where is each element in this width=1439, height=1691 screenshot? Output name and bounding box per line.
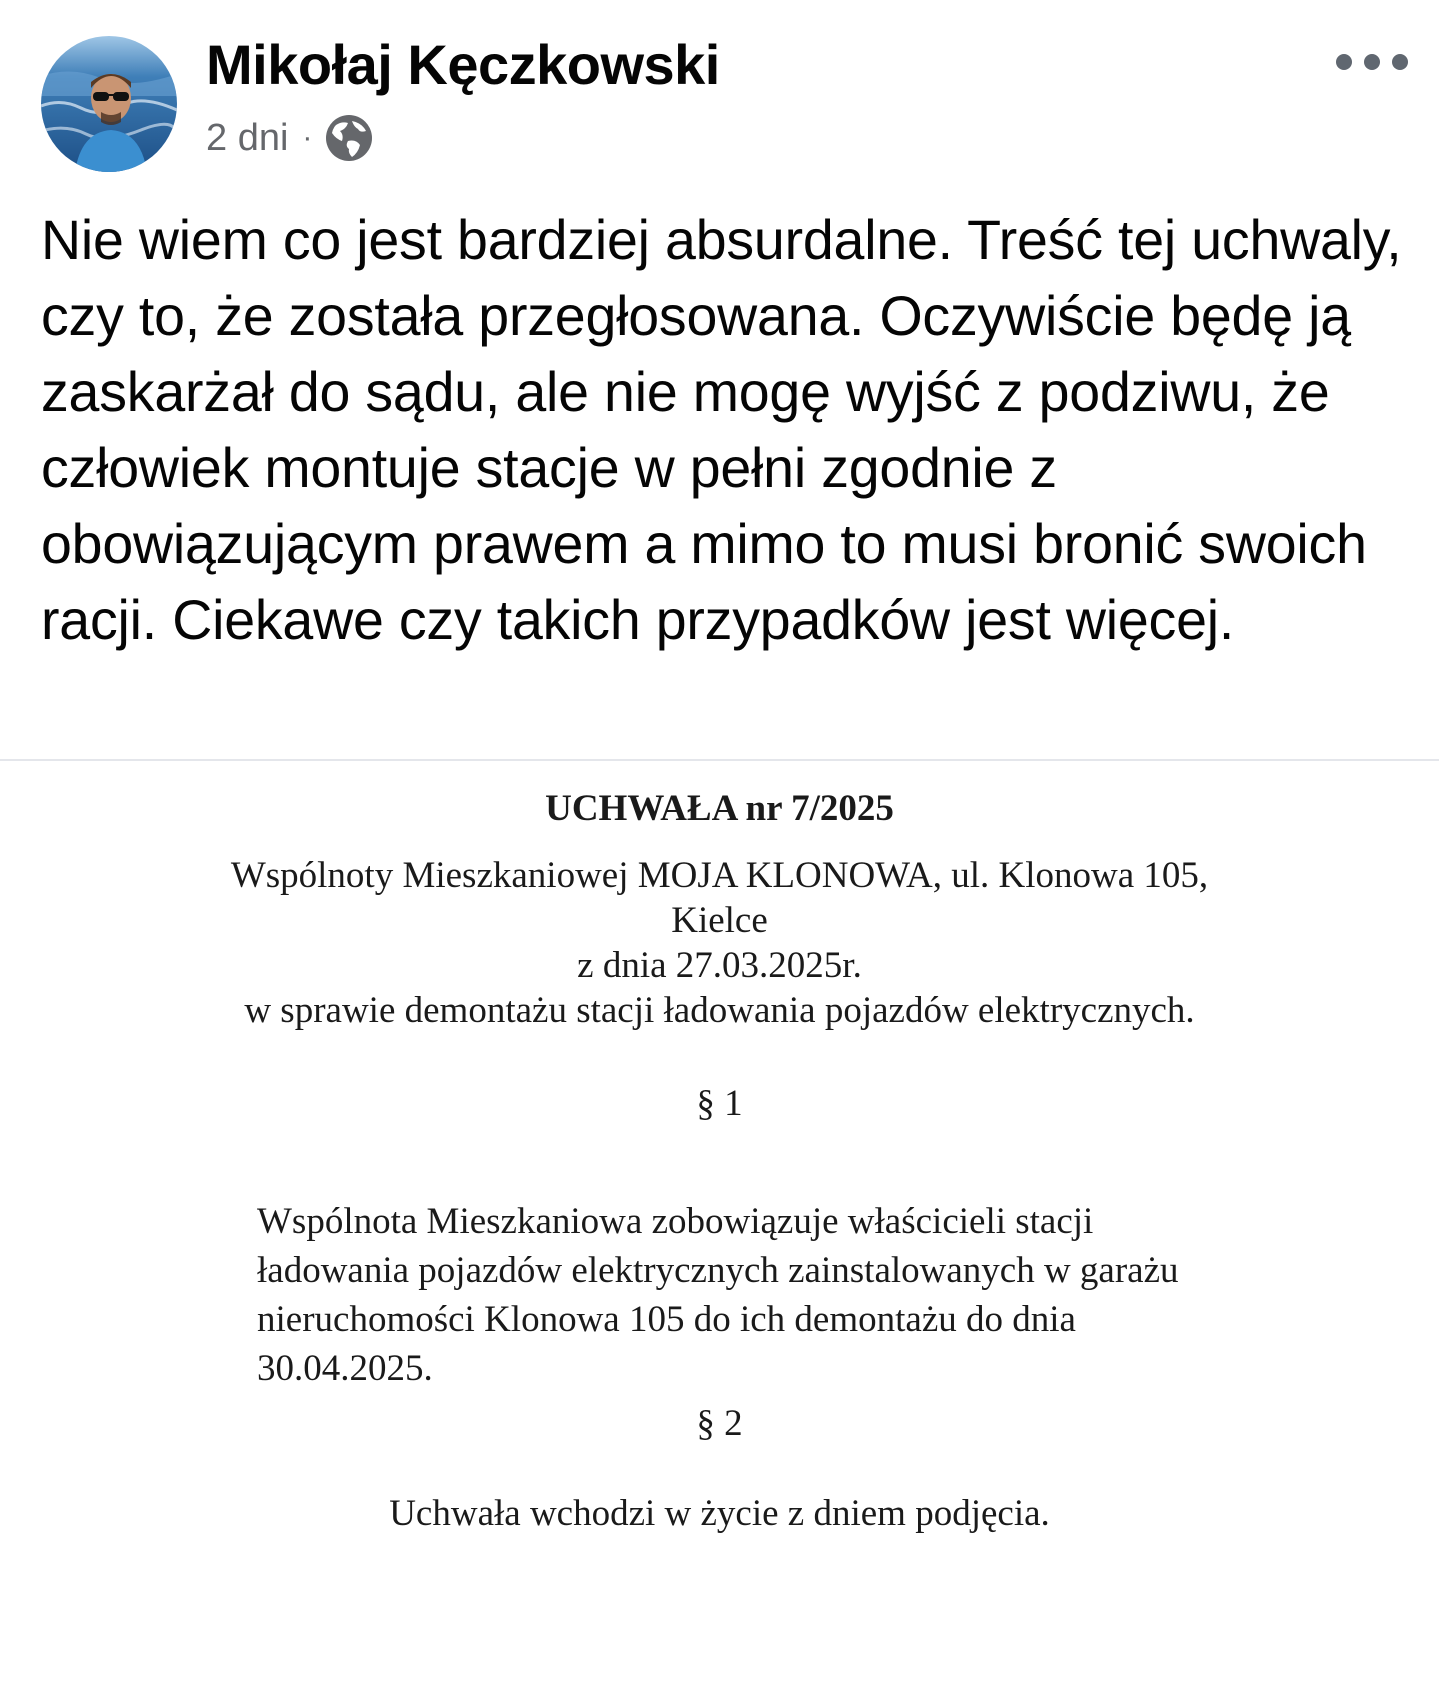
- meta-separator: ·: [302, 121, 313, 154]
- post-divider: [0, 759, 1439, 761]
- section-2-text: Uchwała wchodzi w życie z dniem podjęcia.: [389, 1493, 1050, 1534]
- section-1-text: Wspólnota Mieszkaniowa zobowiązuje właścicieli stacji ładowania pojazdów elektrycznych zainstalowanych w garażu nieruchomości Klonowa 105 do ich demontażu do dnia 30.04.2025.: [257, 1201, 1179, 1389]
- post-timestamp[interactable]: 2 dni: [206, 116, 289, 159]
- post-text: Nie wiem co jest bardziej absurdalne. Treść tej uchwaly, czy to, że została przegłosowana. Oczywiście będę ją zaskarżał do sądu, ale nie mogę wyjść z podziwu, że człowiek montuje stacje w pełni zgodnie z obowiązującym prawem a mimo to musi bronić swoich racji. Ciekawe czy takich przypadków jest więcej.: [41, 209, 1402, 651]
- more-options-button[interactable]: [1336, 44, 1408, 80]
- document-issuer-line2: Kielce: [671, 900, 768, 941]
- globe-icon[interactable]: [324, 113, 374, 163]
- section-2-heading: § 2: [696, 1403, 743, 1444]
- post-meta: [206, 110, 374, 166]
- document-subject: w sprawie demontażu stacji ładowania pojazdów elektrycznych.: [244, 990, 1195, 1031]
- document-issuer-line1: Wspólnoty Mieszkaniowej MOJA KLONOWA, ul. Klonowa 105,: [230, 855, 1209, 896]
- attached-document-image[interactable]: [0, 762, 1439, 1691]
- post-header: [0, 0, 1439, 190]
- section-1-heading: § 1: [696, 1083, 743, 1124]
- author-avatar[interactable]: [41, 36, 177, 172]
- author-name[interactable]: Mikołaj Kęczkowski: [206, 33, 720, 96]
- avatar-photo: [41, 36, 177, 172]
- more-options-icon-dot: [1392, 54, 1408, 70]
- document-date: z dnia 27.03.2025r.: [577, 945, 862, 986]
- document-title: UCHWAŁA nr 7/2025: [545, 788, 894, 829]
- more-options-icon-dot: [1364, 54, 1380, 70]
- more-options-icon: [1336, 54, 1352, 70]
